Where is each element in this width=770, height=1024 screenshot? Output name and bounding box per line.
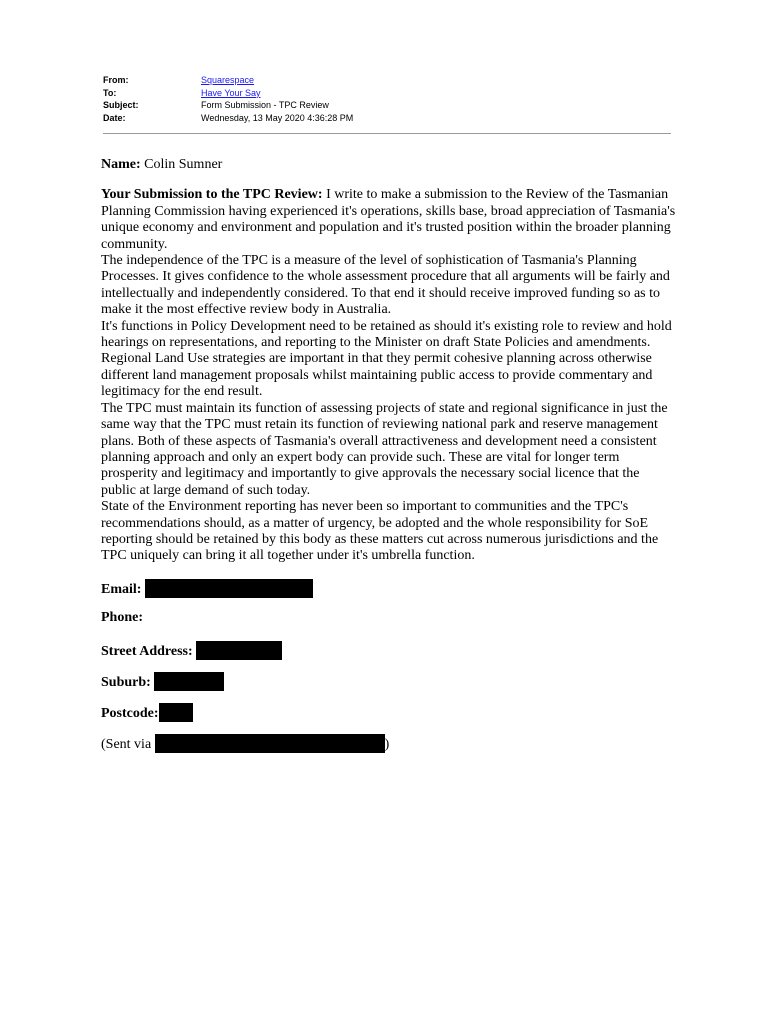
contact-details: [101, 579, 676, 765]
submission-paragraph-5: The TPC must maintain its function of assessing projects of state and regional significance in just the same way that the TPC must retain its function of reviewing national park and reserve management plans. Both of these aspects of Tasmania's overall attractiveness and development need a consistent planning approach and only an expert body can provide such. These are vital for longer term prosperity and legitimacy and importantly to give approvals the necessary social licence that the public at large demand of such today.: [101, 400, 668, 498]
submission-body: [101, 157, 676, 765]
email-redaction: [145, 579, 313, 598]
sent-via-redaction: [155, 734, 385, 753]
street-address-field: [101, 641, 676, 672]
sent-via-suffix: ): [384, 736, 390, 752]
submission-paragraph-6: State of the Environment reporting has never been so important to communities and the TPC's recommendations should, as a matter of urgency, be adopted and the whole responsibility for SoE reporting should be retained by this body as these matters cut across numerous jurisdictions and the TPC uniquely can bring it all together under it's umbrella function.: [101, 499, 659, 564]
street-address-redaction: [196, 641, 282, 660]
email-field: [101, 579, 676, 610]
phone-field: [101, 610, 676, 641]
from-link[interactable]: Squarespace: [201, 75, 255, 85]
name-label: Name:: [101, 157, 141, 172]
submission-paragraph-4: Regional Land Use strategies are important in that they permit cohesive planning across otherwise different land management proposals whilst maintaining public access to provide commentary and legitimacy for the end result.: [101, 351, 653, 400]
postcode-redaction: [159, 703, 193, 722]
sent-via-line: [101, 734, 676, 765]
to-link[interactable]: Have Your Say: [201, 87, 261, 98]
postcode-field: [101, 703, 676, 734]
suburb-label: Suburb:: [101, 674, 151, 690]
email-header: [103, 74, 671, 124]
header-row-date: [103, 112, 671, 125]
submission-paragraph-3: It's functions in Policy Development need to be retained as should it's existing role to review and hold hearings on representations, and reporting to the Minister on draft State Policies and amendments.: [101, 318, 672, 351]
email-label: Email:: [101, 581, 142, 597]
submission-paragraph-2: The independence of the TPC is a measure of the level of sophistication of Tasmania's Planning Processes. It gives confidence to the whole assessment procedure that all arguments will be fairly and intellectually and independently considered. To that end it should receive improved funding so as to make it the most effective review body in Australia.: [101, 253, 670, 318]
date-value: Wednesday, 13 May 2020 4:36:28 PM: [201, 112, 354, 123]
date-label: Date:: [103, 112, 126, 123]
subject-value: Form Submission - TPC Review: [201, 100, 329, 111]
street-address-label: Street Address:: [101, 643, 193, 659]
subject-label: Subject:: [103, 100, 139, 111]
header-row-from: [103, 74, 671, 87]
submission-paragraph: [101, 187, 676, 253]
postcode-label: Postcode:: [101, 705, 159, 721]
phone-label: Phone:: [101, 609, 143, 625]
header-row-subject: [103, 99, 671, 112]
header-row-to: [103, 87, 671, 100]
suburb-redaction: [154, 672, 224, 691]
name-value: Colin Sumner: [140, 157, 223, 172]
to-label: To:: [103, 87, 117, 98]
submission-text: [101, 187, 676, 564]
submission-paragraph-1: I write to make a submission to the Review of the Tasmanian Planning Commission having experienced it's operations, skills base, broad appreciation of Tasmania's unique economy and environment and population and it's trusted position within the broader planning community.: [101, 187, 676, 252]
suburb-field: [101, 672, 676, 703]
sent-via-prefix: (Sent via: [101, 736, 155, 752]
header-divider: [103, 133, 671, 134]
from-label: From:: [103, 75, 129, 85]
submission-label: Your Submission to the TPC Review:: [101, 187, 323, 203]
name-field: [101, 157, 676, 173]
